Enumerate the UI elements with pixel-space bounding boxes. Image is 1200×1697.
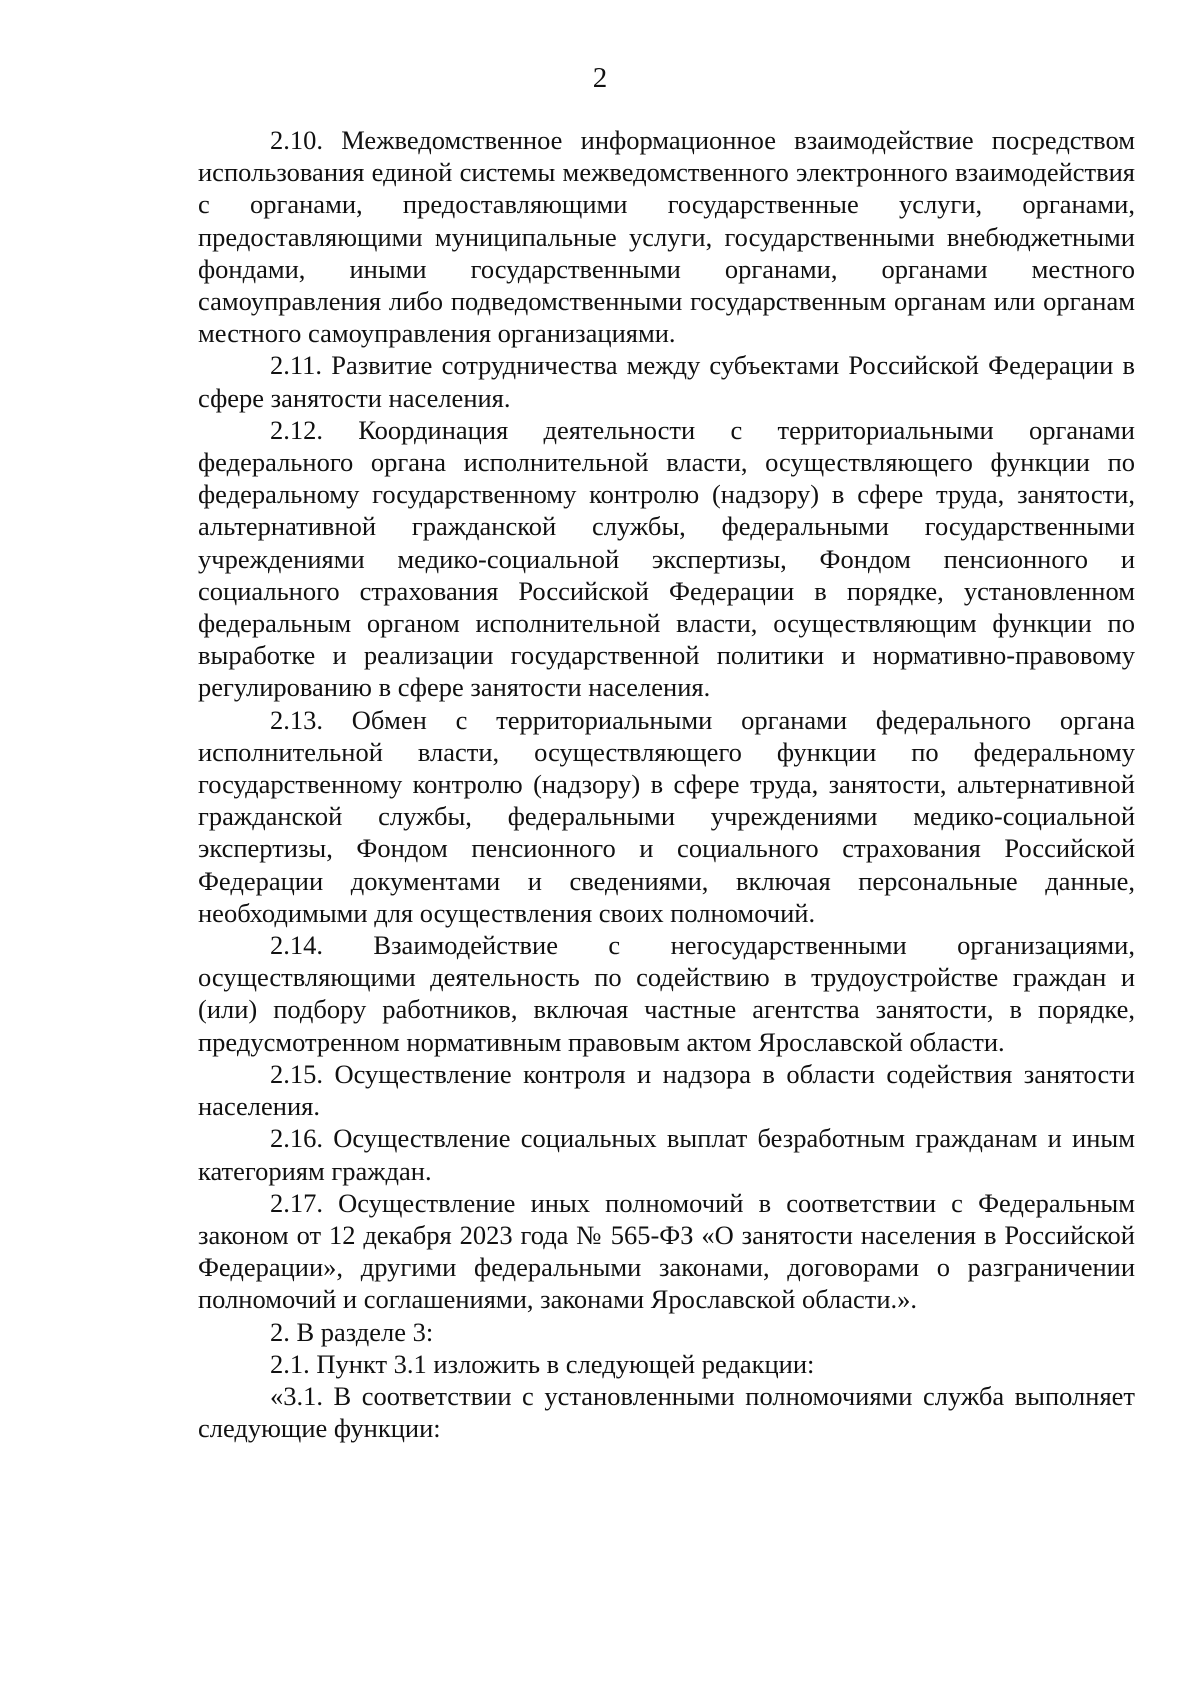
page-number: 2 [592,62,608,94]
paragraph-2-14: 2.14. Взаимодействие с негосударственными организациями, осуществляющими деятельность по содействию в трудоустройстве граждан и (или) подбору работников, включая частные агентства занятости, в порядке, предусмотренном нормативным правовым актом Ярославской области. [198,930,1135,1057]
paragraph-section-3: 2. В разделе 3: [270,1316,434,1347]
paragraph-2-10: 2.10. Межведомственное информационное взаимодействие посредством использования единой системы межведомственного электронного взаимодействия с органами, предоставляющими государственные услуги, органами, предоставляющими муниципальные услуги, государственными внебюджетными фондами, иными государственными органами, органами местного самоуправления либо подведомственными государственным органам или органам местного самоуправления организациями. [198,125,1135,349]
paragraph-2-17: 2.17. Осуществление иных полномочий в соответствии с Федеральным законом от 12 декабря 2023 года № 565-ФЗ «О занятости населения в Российской Федерации», другими федеральными законами, договорами о разграничении полномочий и соглашениями, законами Ярославской области.». [198,1187,1135,1315]
paragraph-2-1: 2.1. Пункт 3.1 изложить в следующей редакции: [270,1348,815,1379]
paragraph-2-16: 2.16. Осуществление социальных выплат безработным гражданам и иным категориям граждан. [198,1123,1135,1186]
paragraph-2-12: 2.12. Координация деятельности с территориальными органами федерального органа исполнительной власти, осуществляющего функции по федеральному государственному контролю (надзору) в сфере труда, занятости, альтернативной гражданской службы, федеральными государственными учреждениями медико-социальной экспертизы, Фондом пенсионного и социального страхования Российской Федерации в порядке, установленном федеральным органом исполнительной власти, осуществляющим функции по выработке и реализации государственной политики и нормативно-правовому регулированию в сфере занятости населения. [198,414,1135,703]
document-body [198,124,1135,1444]
paragraph-3-1: «3.1. В соответствии с установленными полномочиями служба выполняет следующие функции: [198,1380,1135,1444]
paragraph-2-13: 2.13. Обмен с территориальными органами федерального органа исполнительной власти, осуществляющего функции по федеральному государственному контролю (надзору) в сфере труда, занятости, альтернативной гражданской службы, федеральными учреждениями медико-социальной экспертизы, Фондом пенсионного и социального страхования Российской Федерации документами и сведениями, включая персональные данные, необходимыми для осуществления своих полномочий. [198,704,1135,928]
paragraph-2-11: 2.11. Развитие сотрудничества между субъектами Российской Федерации в сфере занятости населения. [198,350,1135,413]
paragraph-2-15: 2.15. Осуществление контроля и надзора в области содействия занятости населения. [198,1058,1135,1122]
